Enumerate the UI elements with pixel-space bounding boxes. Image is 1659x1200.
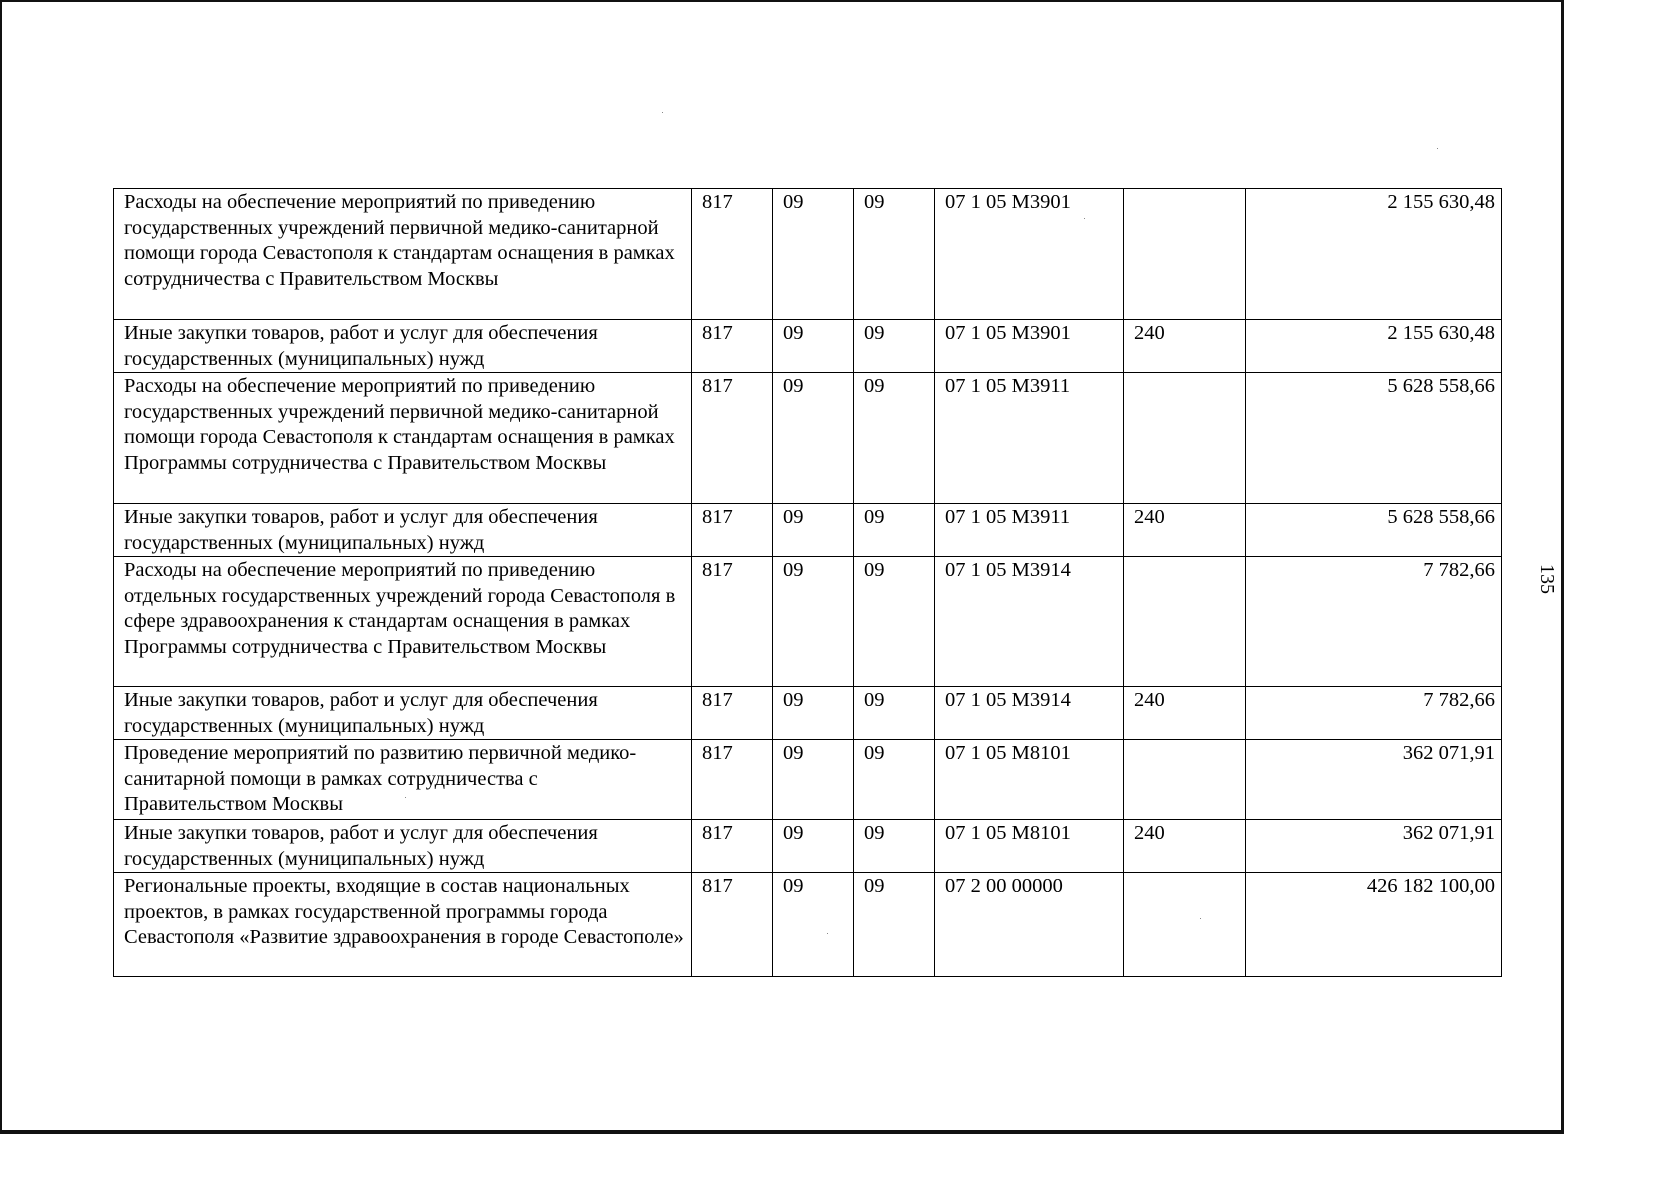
target-article-cell: 07 1 05 М8101	[935, 820, 1124, 873]
target-article-cell: 07 1 05 М3911	[935, 373, 1124, 504]
subsection-code-cell: 09	[854, 820, 935, 873]
grbs-code-cell: 817	[692, 687, 773, 740]
subsection-code-cell: 09	[854, 504, 935, 557]
amount-cell: 7 782,66	[1246, 557, 1502, 687]
section-code-cell: 09	[773, 740, 854, 820]
expense-name-cell: Иные закупки товаров, работ и услуг для обеспечения государственных (муниципальных) нужд	[114, 820, 692, 873]
subsection-code-cell: 09	[854, 373, 935, 504]
amount-cell: 362 071,91	[1246, 740, 1502, 820]
table-row	[114, 189, 1502, 320]
section-code-cell: 09	[773, 189, 854, 320]
table-row	[114, 557, 1502, 687]
expense-name-cell: Иные закупки товаров, работ и услуг для обеспечения государственных (муниципальных) нужд	[114, 504, 692, 557]
expense-name-cell: Расходы на обеспечение мероприятий по приведению государственных учреждений первичной медико-санитарной помощи города Севастополя к стандартам оснащения в рамках Программы сотрудничества с Правительством Москвы	[114, 373, 692, 504]
scan-speck	[662, 112, 663, 113]
expense-name-cell: Иные закупки товаров, работ и услуг для обеспечения государственных (муниципальных) нужд	[114, 320, 692, 373]
grbs-code-cell: 817	[692, 320, 773, 373]
grbs-code-cell: 817	[692, 373, 773, 504]
amount-cell: 2 155 630,48	[1246, 189, 1502, 320]
target-article-cell: 07 1 05 М8101	[935, 740, 1124, 820]
expense-type-cell	[1124, 873, 1246, 977]
grbs-code-cell: 817	[692, 740, 773, 820]
amount-cell: 2 155 630,48	[1246, 320, 1502, 373]
amount-cell: 426 182 100,00	[1246, 873, 1502, 977]
expense-type-cell	[1124, 740, 1246, 820]
target-article-cell: 07 2 00 00000	[935, 873, 1124, 977]
grbs-code-cell: 817	[692, 557, 773, 687]
table-row	[114, 320, 1502, 373]
section-code-cell: 09	[773, 820, 854, 873]
section-code-cell: 09	[773, 504, 854, 557]
scan-edge-left	[0, 0, 2, 1134]
target-article-cell: 07 1 05 М3901	[935, 320, 1124, 373]
amount-cell: 5 628 558,66	[1246, 504, 1502, 557]
table-row	[114, 373, 1502, 504]
scan-edge-bottom	[0, 1130, 1564, 1134]
target-article-cell: 07 1 05 М3914	[935, 687, 1124, 740]
amount-cell: 362 071,91	[1246, 820, 1502, 873]
grbs-code-cell: 817	[692, 873, 773, 977]
expense-name-cell: Иные закупки товаров, работ и услуг для обеспечения государственных (муниципальных) нужд	[114, 687, 692, 740]
section-code-cell: 09	[773, 373, 854, 504]
amount-cell: 5 628 558,66	[1246, 373, 1502, 504]
grbs-code-cell: 817	[692, 820, 773, 873]
table-row	[114, 873, 1502, 977]
subsection-code-cell: 09	[854, 740, 935, 820]
expense-type-cell: 240	[1124, 504, 1246, 557]
table-row	[114, 504, 1502, 557]
section-code-cell: 09	[773, 557, 854, 687]
expense-name-cell: Расходы на обеспечение мероприятий по приведению отдельных государственных учреждений города Севастополя в сфере здравоохранения к стандартам оснащения в рамках Программы сотрудничества с Правительством Москвы	[114, 557, 692, 687]
expense-name-cell: Проведение мероприятий по развитию первичной медико-санитарной помощи в рамках сотрудничества с Правительством Москвы	[114, 740, 692, 820]
subsection-code-cell: 09	[854, 320, 935, 373]
expense-type-cell: 240	[1124, 320, 1246, 373]
scan-speck	[1437, 148, 1438, 149]
subsection-code-cell: 09	[854, 873, 935, 977]
grbs-code-cell: 817	[692, 504, 773, 557]
expense-type-cell	[1124, 373, 1246, 504]
expense-name-cell: Расходы на обеспечение мероприятий по приведению государственных учреждений первичной медико-санитарной помощи города Севастополя к стандартам оснащения в рамках сотрудничества с Правительством Москвы	[114, 189, 692, 320]
target-article-cell: 07 1 05 М3914	[935, 557, 1124, 687]
expense-type-cell	[1124, 557, 1246, 687]
table-row	[114, 820, 1502, 873]
scan-edge-right	[1561, 0, 1564, 1134]
target-article-cell: 07 1 05 М3911	[935, 504, 1124, 557]
expense-type-cell: 240	[1124, 687, 1246, 740]
budget-table	[113, 188, 1502, 977]
amount-cell: 7 782,66	[1246, 687, 1502, 740]
target-article-cell: 07 1 05 М3901	[935, 189, 1124, 320]
subsection-code-cell: 09	[854, 189, 935, 320]
page-number: 135	[1536, 564, 1558, 594]
table-row	[114, 740, 1502, 820]
expense-name-cell: Региональные проекты, входящие в состав национальных проектов, в рамках государственной программы города Севастополя «Развитие здравоохранения в городе Севастополе»	[114, 873, 692, 977]
section-code-cell: 09	[773, 873, 854, 977]
expense-type-cell	[1124, 189, 1246, 320]
section-code-cell: 09	[773, 320, 854, 373]
expense-type-cell: 240	[1124, 820, 1246, 873]
grbs-code-cell: 817	[692, 189, 773, 320]
subsection-code-cell: 09	[854, 687, 935, 740]
table-row	[114, 687, 1502, 740]
section-code-cell: 09	[773, 687, 854, 740]
scan-edge-top	[0, 0, 1564, 2]
subsection-code-cell: 09	[854, 557, 935, 687]
